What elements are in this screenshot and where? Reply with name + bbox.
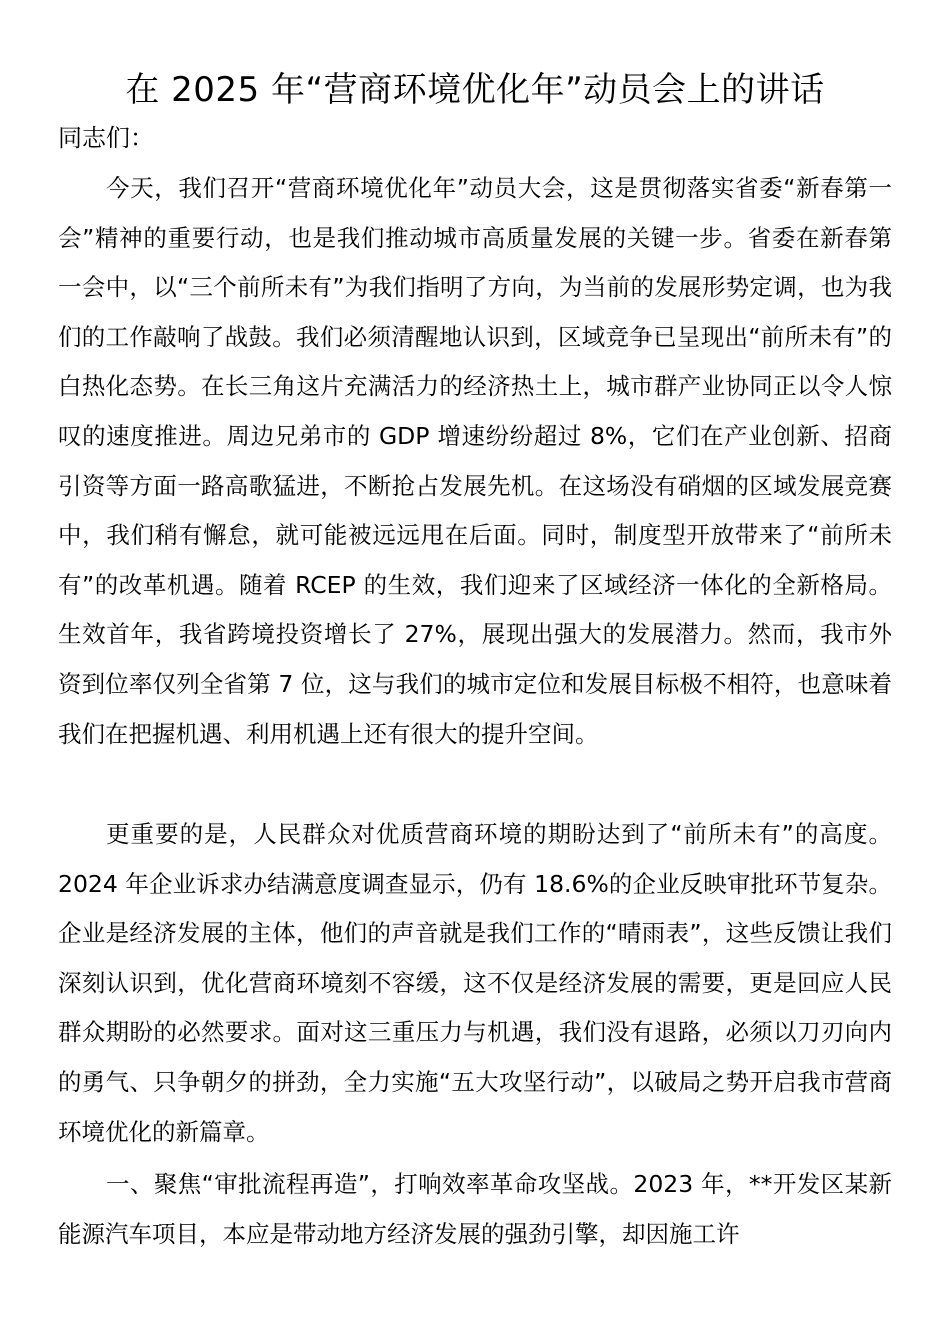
document-title: 在 2025 年“营商环境优化年”动员会上的讲话	[125, 70, 825, 110]
paragraph-3	[58, 1160, 892, 1259]
paragraph-2: 更重要的是，人民群众对优质营商环境的期盼达到了“前所未有”的高度。2024 年企业诉求办结满意度调查显示，仍有 18.6%的企业反映审批环节复杂。企业是经济发展的主体，他们的声音就是我们工作的“晴雨表”，这些反馈让我们深刻认识到，优化营商环境刻不容缓，这不仅是经济发展的需要，更是回应人民群众期盼的必然要求。面对这三重压力与机遇，我们没有退路，必须以刀刃向内的勇气、只争朝夕的拼劲，全力实施“五大攻坚行动”，以破局之势开启我市营商环境优化的新篇章。	[58, 820, 892, 1146]
section-heading: 一、聚焦“审批流程再造”，打响效率革命攻坚战。	[106, 1170, 634, 1198]
paragraph-1: 今天，我们召开“营商环境优化年”动员大会，这是贯彻落实省委“新春第一会”精神的重要行动，也是我们推动城市高质量发展的关键一步。省委在新春第一会中，以“三个前所未有”为我们指明了方向，为当前的发展形势定调，也为我们的工作敲响了战鼓。我们必须清醒地认识到，区域竞争已呈现出“前所未有”的白热化态势。在长三角这片充满活力的经济热土上，城市群产业协同正以令人惊叹的速度推进。周边兄弟市的 GDP 增速纷纷超过 8%，它们在产业创新、招商引资等方面一路高歌猛进，不断抢占发展先机。在这场没有硝烟的区域发展竞赛中，我们稍有懈怠，就可能被远远甩在后面。同时，制度型开放带来了“前所未有”的改革机遇。随着 RCEP 的生效，我们迎来了区域经济一体化的全新格局。生效首年，我省跨境投资增长了 27%，展现出强大的发展潜力。然而，我市外资到位率仅列全省第 7 位，这与我们的城市定位和发展目标极不相符，也意味着我们在把握机遇、利用机遇上还有很大的提升空间。	[58, 174, 892, 748]
section-body: 2023 年，**开发区某新能源汽车项目，本应是带动地方经济发展的强劲引擎，却因施工许	[58, 1170, 892, 1248]
salutation: 同志们：	[58, 124, 154, 152]
